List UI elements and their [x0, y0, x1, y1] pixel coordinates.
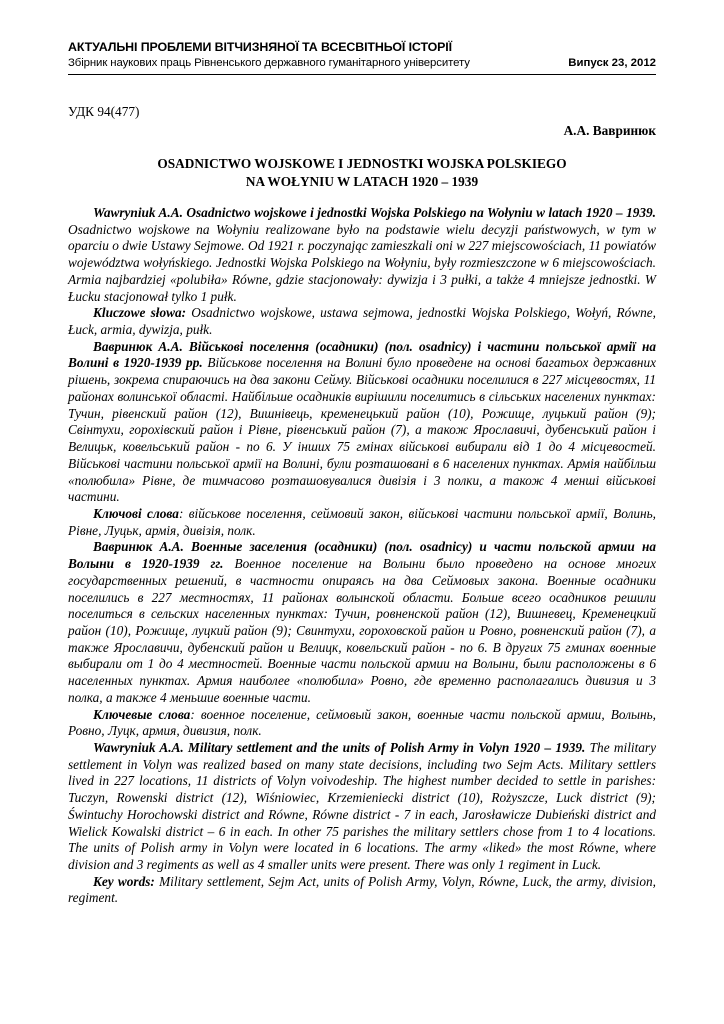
- abstract-russian-lead: Вавринюк А.А. Военные заселения (осадники) (пол. osadnicy) и части польской армии на Волыни в 1920-1939 гг.: [68, 539, 656, 572]
- author-name: А.А. Вавринюк: [563, 123, 656, 138]
- udk-code: УДК 94(477): [68, 104, 140, 119]
- issue-number: Випуск 23, 2012: [568, 57, 656, 69]
- keywords-english-label: Key words:: [93, 873, 155, 889]
- abstract-english-text: The military settlement in Volyn was realized based on many state decisions, including two Sejm Acts. Military settlers lived in 227 locations, 11 districts of Volyn voivodeship. The highest number decided to settle in parishes: Tuczyn, Rowenski district (12), Wiśniowiec, Krzemieniecki district (10), Rożyszcze, Luck district (9); Świntuchy Horochowski district and Równe, Równe district - 7 in each, Jarosławicze Dubieński district and Wielick Kowalski district – 6 in each. In other 75 parishes the military settlers chose from 1 to 4 locations. The units of Polish army in Volyn were located in 6 locations. The army «liked» the most Równe, where division and 3 regiments as well as 4 smaller units were present. There was only 1 regiment in Luck.: [68, 740, 656, 873]
- keywords-russian: [68, 707, 656, 740]
- abstract-english: [68, 740, 656, 874]
- abstract-russian: [68, 539, 656, 706]
- running-header: [68, 40, 656, 75]
- abstract-russian-text: Военное поселение на Волыни было проведено на основе многих государственных решений, в частности опираясь на два Сеймовых закона. Военные осадники поселились в 227 местностях, 11 районах волынской области. Больше всего осадников решили поселиться в сельских населенных пунктах: Тучин, ровненской район (12), Вишневец, Кременецкий район (10), Рожище, луцкий район (9); Свинтухи, гороховской район и Ровно, ровненский район (7), а также Ярославичи, дубенский район и Велицк, ковельский район - по 6. В других 75 гминах военные выбирали от 1 до 4 местностей. Военные части польской армии на Волыни, были расположены в 6 населенных пунктах. Армия наиболее «полюбила» Ровно, где временно располагались дивизия и 3 полка, а также 4 меньшие военные части.: [68, 556, 656, 705]
- keywords-russian-label: Ключевые слова: [93, 706, 191, 722]
- journal-subtitle: Збірник наукових праць Рівненського державного гуманітарного університету: [68, 57, 470, 69]
- keywords-polish-text: Osadnictwo wojskowe, ustawa sejmowa, jednostki Wojska Polskiego, Wołyń, Równe, Łuck, armia, dywizja, pułk.: [68, 305, 656, 338]
- keywords-polish-label: Kluczowe słowa:: [93, 305, 187, 321]
- abstract-polish-lead: Wawryniuk A.A. Osadnictwo wojskowe i jednostki Wojska Polskiego na Wołyniu w latach 1920 – 1939.: [93, 205, 656, 220]
- keywords-ukrainian-label: Ключові слова: [93, 505, 179, 521]
- abstract-polish: [68, 205, 656, 305]
- abstract-english-lead: Wawryniuk A.A. Military settlement and the units of Polish Army in Volyn 1920 – 1939.: [93, 740, 586, 755]
- abstract-polish-text: Osadnictwo wojskowe na Wołyniu realizowane było na podstawie wielu decyzji państwowych, w tym w oparciu o dwie Ustawy Sejmowe. Od 1921 r. poczynając zamieszkali oni w 227 miejscowościach, 11 powiatów województwa wołyńskiego. Jednostki Wojska Polskiego na Wołyniu, były rozmieszczone w 6 miejscowościach. Armia najbardziej «polubiła» Równe, gdzie stacjonowały: dywizja i 3 pułki, a także 4 mniejsze jednostki. W Łucku stacjonował tylko 1 pułk.: [68, 221, 656, 304]
- abstract-ukrainian: [68, 339, 656, 506]
- article-title-line-1: OSADNICTWO WOJSKOWE I JEDNOSTKI WOJSKA POLSKIEGO: [157, 156, 567, 171]
- keywords-ukrainian-text: : військове поселення, сеймовий закон, військові частини польської армії, Волинь, Рівне, Луцьк, армія, дивізія, полк.: [68, 505, 656, 538]
- article-title-line-2: NA WOŁYNIU W LATACH 1920 – 1939: [245, 174, 479, 189]
- keywords-english: [68, 874, 656, 907]
- keywords-polish: [68, 305, 656, 338]
- keywords-ukrainian: [68, 506, 656, 539]
- abstracts-body: [68, 205, 656, 907]
- journal-title: АКТУАЛЬНІ ПРОБЛЕМИ ВІТЧИЗНЯНОЇ ТА ВСЕСВІТНЬОЇ ІСТОРІЇ: [68, 40, 452, 54]
- keywords-russian-text: : военное поселение, сеймовый закон, военные части польской армии, Волынь, Ровно, Луцк, армия, дивизия, полк.: [68, 706, 656, 739]
- keywords-english-text: Military settlement, Sejm Act, units of Polish Army, Volyn, Równe, Luck, the army, division, regiment.: [68, 873, 656, 906]
- abstract-ukrainian-text: Військове поселення на Волині було проведене на основі багатьох державних рішень, зокрема спираючись на два закони Сейму. Військові осадники поселилися в 227 місцевостях, 11 районах волинської області. Найбільше осадників вирішили поселитись в сільських населених пунктах: Тучин, рівенский район (12), Вишнівець, кременецький район (10), Рожище, луцький район (9); Свінтухи, горохівский район і Рівне, рівенський район (7), а також Ярославичі, дубенський район і Велицьк, ковельський район - по 6. У інших 75 гмінах військові вибирали від 1 до 4 місцевостей. Військові частини польської армії на Волині, були розташовані в 6 населених пунктах. Армія найбільш «полюбила» Рівне, де тимчасово розташовувалися дивізія і 3 полки, а також 4 менші військові частини.: [68, 355, 657, 505]
- abstract-ukrainian-lead: Вавринюк А.А. Військові поселення (осадники) (пол. osadnicy) і частини польської армії на Волині в 1920-1939 рр.: [68, 338, 656, 371]
